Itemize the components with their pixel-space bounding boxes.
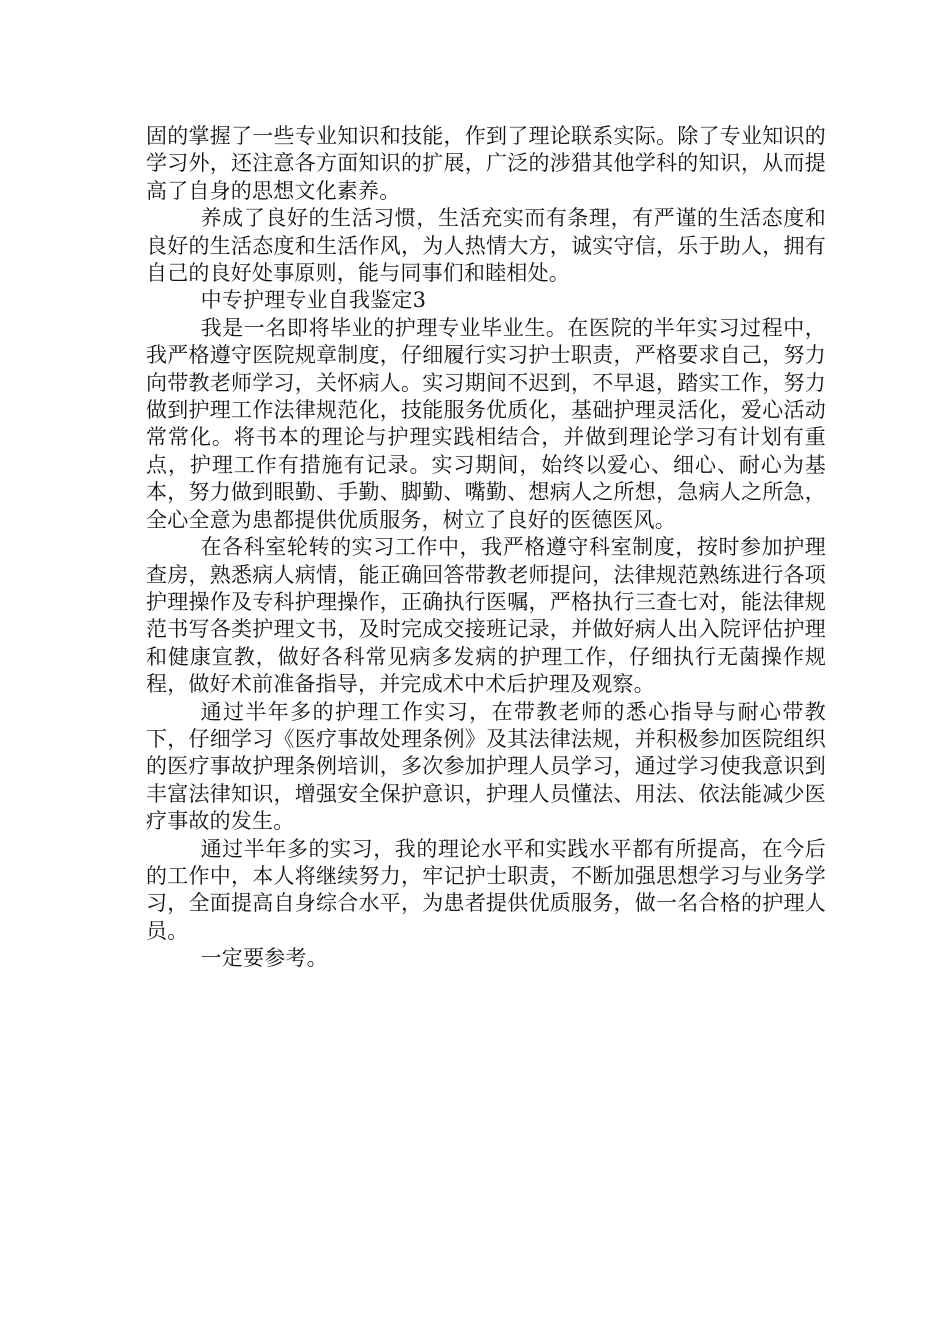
paragraph-internship-intro: 我是一名即将毕业的护理专业毕业生。在医院的半年实习过程中，我严格遵守医院规章制度，仔细履行实习护士职责，严格要求自己，努力向带教老师学习，关怀病人。实习期间不迟到，不早退，踏实工作，努力做到护理工作法律规范化，技能服务优质化，基础护理灵活化，爱心活动常常化。将书本的理论与护理实践相结合，并做到理论学习有计划有重点，护理工作有措施有记录。实习期间，始终以爱心、细心、耐心为基本，努力做到眼勤、手勤、脚勤、嘴勤、想病人之所想，急病人之所急，全心全意为患都提供优质服务，树立了良好的医德医风。 [146, 315, 826, 532]
paragraph-closing-note: 一定要参考。 [200, 946, 328, 971]
paragraph-department-rotation: 在各科室轮转的实习工作中，我严格遵守科室制度，按时参加护理查房，熟悉病人病情，能正确回答带教老师提问，法律规范熟练进行各项护理操作及专科护理操作，正确执行医嘱，严格执行三查七对，能法律规范书写各类护理文书，及时完成交接班记录，并做好病人出入院评估护理和健康宣教，做好各科常见病多发病的护理工作，仔细执行无菌操作规程，做好术前准备指导，并完成术中术后护理及观察。 [146, 535, 826, 697]
document-body [146, 123, 826, 973]
paragraph-living-habits: 养成了良好的生活习惯，生活充实而有条理，有严谨的生活态度和良好的生活态度和生活作风，为人热情大方，诚实守信，乐于助人，拥有自己的良好处事原则，能与同事们和睦相处。 [146, 206, 826, 286]
paragraph-continuation: 固的掌握了一些专业知识和技能，作到了理论联系实际。除了专业知识的学习外，还注意各方面知识的扩展，广泛的涉猎其他学科的知识，从而提高了自身的思想文化素养。 [146, 124, 826, 203]
section-heading: 中专护理专业自我鉴定3 [200, 288, 427, 313]
paragraph-legal-study: 通过半年多的护理工作实习，在带教老师的悉心指导与耐心带教下，仔细学习《医疗事故处理条例》及其法律法规，并积极参加医院组织的医疗事故护理条例培训，多次参加护理人员学习，通过学习使我意识到丰富法律知识，增强安全保护意识，护理人员懂法、用法、依法能减少医疗事故的发生。 [146, 699, 826, 834]
paragraph-conclusion: 通过半年多的实习，我的理论水平和实践水平都有所提高，在今后的工作中，本人将继续努力，牢记护士职责，不断加强思想学习与业务学习，全面提高自身综合水平，为患者提供优质服务，做一名合格的护理人员。 [146, 836, 826, 943]
